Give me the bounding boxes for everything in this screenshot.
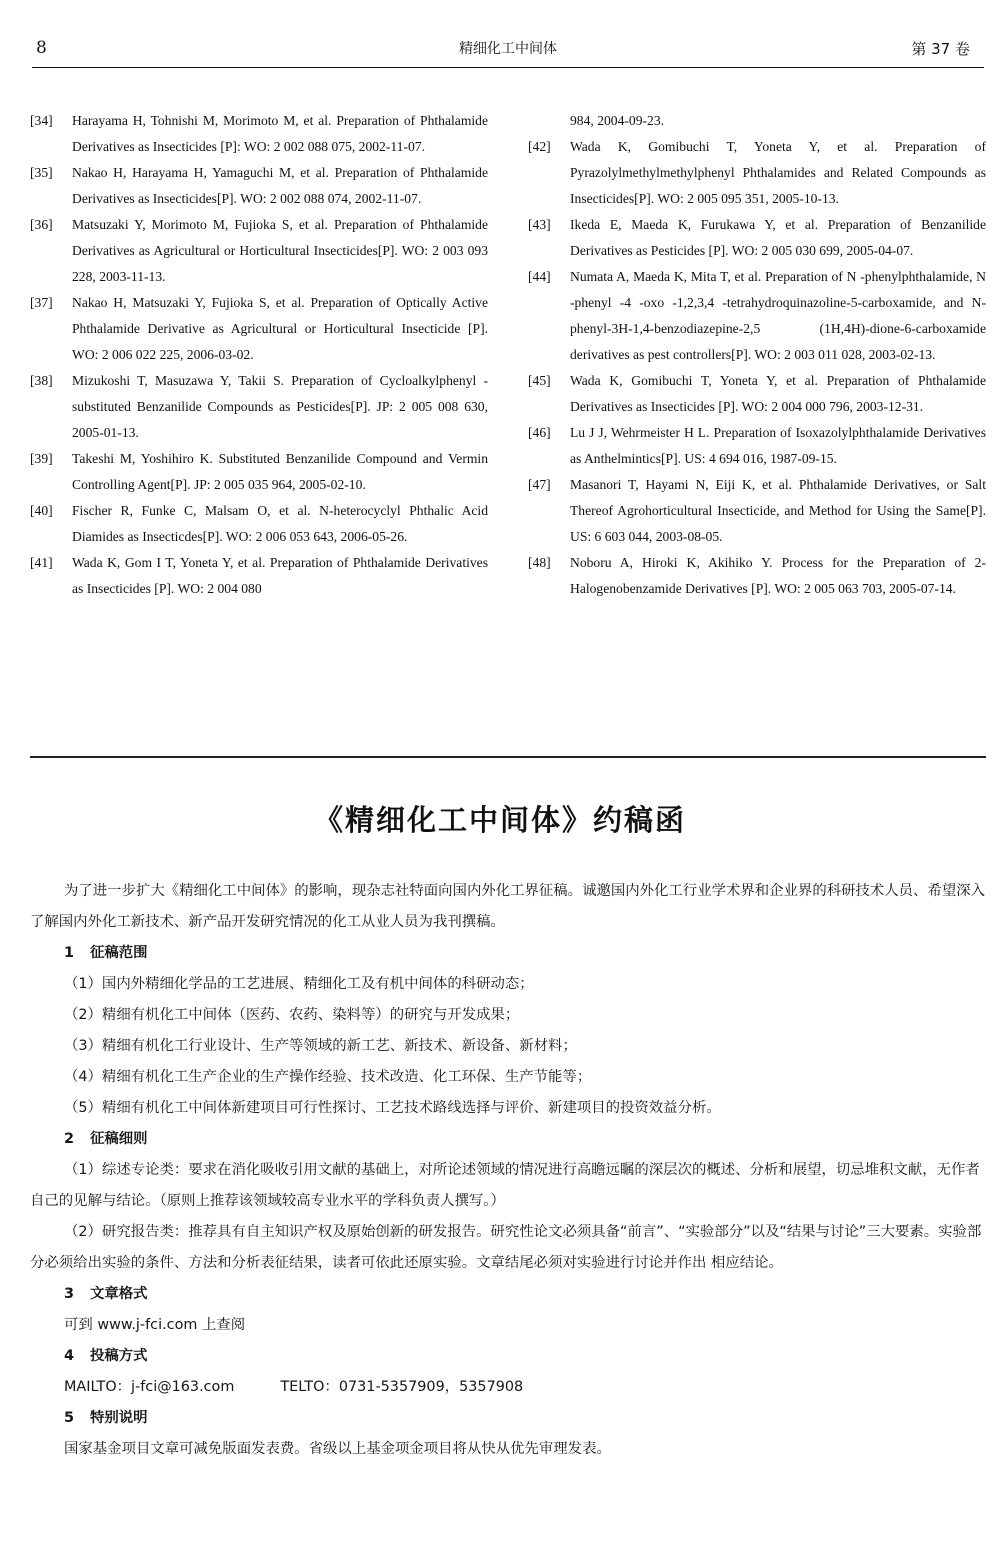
- reference-item: [43] Ikeda E, Maeda K, Furukawa Y, et al. Preparation of Benzanilide Derivatives as Pesticides [P]. WO: 2 005 030 699, 2005-04-07.: [528, 217, 986, 258]
- section-divider: [30, 756, 986, 758]
- reference-item: [40] Fischer R, Funke C, Malsam O, et al. N-heterocyclyl Phthalic Acid Diamides as Insecticdes[P]. WO: 2 006 053 643, 2006-05-26.: [30, 503, 488, 544]
- reference-continuation: 984, 2004-09-23.: [570, 113, 665, 128]
- section-heading: 5 特别说明: [64, 1410, 148, 1426]
- list-item: （4）精细有机化工生产企业的生产操作经验、技术改造、化工环保、生产节能等；: [64, 1069, 592, 1085]
- reference-item: [47] Masanori T, Hayami N, Eiji K, et al. Phthalamide Derivatives, or Salt Thereof Agrohorticultural Insecticide, and Method for Using the Same[P]. US: 6 603 044, 2003-08-05.: [528, 477, 986, 544]
- telephone-number: TELTO：0731-5357909，5357908: [280, 1379, 524, 1395]
- reference-item: [38] Mizukoshi T, Masuzawa Y, Takii S. Preparation of Cycloalkylphenyl -substituted Benzanilide Compounds as Pesticides[P]. JP: 2 005 008 630, 2005-01-13.: [30, 373, 488, 440]
- email-address: MAILTO：j-fci@163.com: [64, 1379, 235, 1395]
- announcement-intro: 为了进一步扩大《精细化工中间体》的影响，现杂志社特面向国内外化工界征稿。诚邀国内外化工行业学术界和企业界的科研技术人员、希望深入了解国内外化工新技术、新产品开发研究情况的化工从业人员为我刊撰稿。: [30, 883, 986, 930]
- list-item: （3）精细有机化工行业设计、生产等领域的新工艺、新技术、新设备、新材料；: [64, 1038, 577, 1054]
- list-item: （1）国内外精细化学品的工艺进展、精细化工及有机中间体的科研动态；: [64, 976, 534, 992]
- announcement-title: 《精细化工中间体》约稿函: [313, 803, 686, 837]
- volume-label: 第 37 卷: [911, 40, 970, 58]
- special-note: 国家基金项目文章可减免版面发表费。省级以上基金项金项目将从快从优先审理发表。: [64, 1441, 611, 1457]
- page-header: [32, 34, 984, 68]
- reference-item: [45] Wada K, Gomibuchi T, Yoneta Y, et al. Preparation of Phthalamide Derivatives as Insecticides [P]. WO: 2 004 000 796, 2003-12-31.: [528, 373, 986, 414]
- reference-item: [37] Nakao H, Matsuzaki Y, Fujioka S, et al. Preparation of Optically Active Phthalamide Derivative as Agricultural or Horticultural Insecticide [P]. WO: 2 006 022 225, 2006-03-02.: [30, 295, 488, 362]
- contact-line: [30, 1372, 986, 1403]
- reference-item: [35] Nakao H, Harayama H, Yamaguchi M, et al. Preparation of Phthalamide Derivatives as Insecticides[P]. WO: 2 002 088 074, 2002-11-07.: [30, 165, 488, 206]
- reference-item: [36] Matsuzaki Y, Morimoto M, Fujioka S, et al. Preparation of Phthalamide Derivatives as Agricultural or Horticultural Insecticides[P]. WO: 2 003 093 228, 2003-11-13.: [30, 217, 488, 284]
- references-right-column: [528, 108, 986, 602]
- section-heading: 1 征稿范围: [64, 945, 148, 961]
- header-rule: [32, 67, 984, 68]
- reference-item: [39] Takeshi M, Yoshihiro K. Substituted Benzanilide Compound and Vermin Controlling Agent[P]. JP: 2 005 035 964, 2005-02-10.: [30, 451, 488, 492]
- paragraph: （2）研究报告类：推荐具有自主知识产权及原始创新的研发报告。研究性论文必须具备“前言”、“实验部分”以及“结果与讨论”三大要素。实验部分必须给出实验的条件、方法和分析表征结果，读者可依此还原实验。文章结尾必须对实验进行讨论并作出 相应结论。: [30, 1224, 982, 1271]
- section-heading: 4 投稿方式: [64, 1348, 148, 1364]
- section-heading: 3 文章格式: [64, 1286, 148, 1302]
- reference-item: [48] Noboru A, Hiroki K, Akihiko Y. Process for the Preparation of 2-Halogenobenzamide Derivatives [P]. WO: 2 005 063 703, 2005-07-14.: [528, 555, 986, 596]
- journal-title: 精细化工中间体: [459, 41, 557, 57]
- reference-item: [42] Wada K, Gomibuchi T, Yoneta Y, et al. Preparation of Pyrazolylmethylmethylphenyl Phthalamides and Related Compounds as Insecticides[P]. WO: 2 005 095 351, 2005-10-13.: [528, 139, 986, 206]
- reference-item: [44] Numata A, Maeda K, Mita T, et al. Preparation of N -phenylphthalamide, N -phenyl -4 -oxo -1,2,3,4 -tetrahydroquinazoline-5-carboxamide, and N-phenyl-3H-1,4-benzodiazepine-2,5 (1H,4H)-dione-6-carboxamide derivatives as pest controllers[P]. WO: 2 003 011 028, 2003-02-13.: [528, 269, 986, 362]
- announcement-body: [30, 876, 986, 1465]
- reference-item: [46] Lu J J, Wehrmeister H L. Preparation of Isoxazolylphthalamide Derivatives as Anthelmintics[P]. US: 4 694 016, 1987-09-15.: [528, 425, 986, 466]
- page-number: 8: [36, 38, 47, 58]
- section-heading: 2 征稿细则: [64, 1131, 148, 1147]
- format-note: 可到 www.j-fci.com 上查阅: [64, 1317, 246, 1333]
- list-item: （2）精细有机化工中间体（医药、农药、染料等）的研究与开发成果；: [64, 1007, 520, 1023]
- list-item: （5）精细有机化工中间体新建项目可行性探讨、工艺技术路线选择与评价、新建项目的投资效益分析。: [64, 1100, 721, 1116]
- references-left-column: [30, 108, 488, 602]
- paragraph: （1）综述专论类：要求在消化吸收引用文献的基础上，对所论述领域的情况进行高瞻远瞩的深层次的概述、分析和展望，切忌堆积文献，无作者自己的见解与结论。（原则上推荐该领域较高专业水平的学科负责人撰写。）: [30, 1162, 980, 1209]
- reference-item: [34] Harayama H, Tohnishi M, Morimoto M, et al. Preparation of Phthalamide Derivatives as Insecticides [P]: WO: 2 002 088 075, 2002-11-07.: [30, 113, 488, 154]
- reference-item: [41] Wada K, Gom I T, Yoneta Y, et al. Preparation of Phthalamide Derivatives as Insecticides [P]. WO: 2 004 080: [30, 555, 488, 596]
